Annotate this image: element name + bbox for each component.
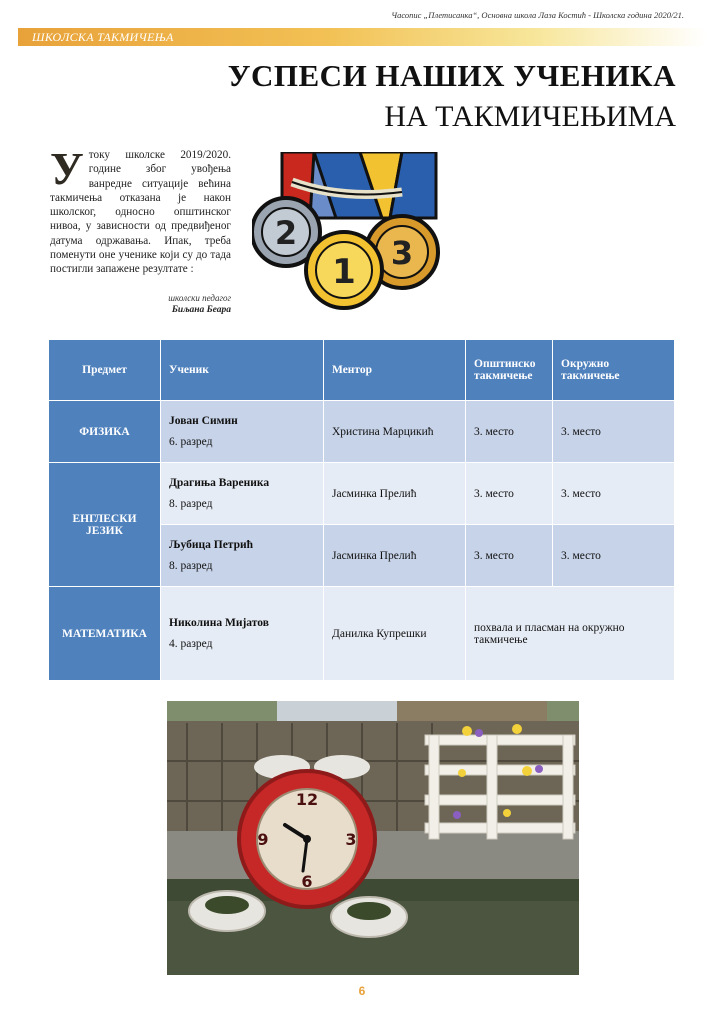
running-header: Часопис „Плетисанка“, Основна школа Лаза Костић - Школска година 2020/21. bbox=[391, 10, 684, 20]
column-header-mentor: Ментор bbox=[324, 340, 466, 401]
student-grade: 6. разред bbox=[169, 436, 213, 448]
student-grade: 4. разред bbox=[169, 638, 213, 650]
district-cell: 3. место bbox=[553, 525, 675, 587]
section-title: ШКОЛСКА ТАКМИЧЕЊА bbox=[32, 30, 174, 44]
table-row bbox=[49, 463, 675, 525]
clock-number-3: 3 bbox=[345, 830, 357, 849]
medals-icon bbox=[252, 152, 442, 312]
column-header-municipal: Општинско такмичење bbox=[466, 340, 553, 401]
results-table bbox=[48, 339, 675, 681]
subject-cell: ЕНГЛЕСКИ ЈЕЗИК bbox=[49, 463, 161, 587]
clock-number-9: 9 bbox=[257, 830, 269, 849]
clock-number-6: 6 bbox=[301, 872, 313, 891]
author-role: школски педагог bbox=[168, 293, 231, 303]
student-name: Драгиња Вареника bbox=[169, 477, 270, 489]
table-header-row bbox=[49, 340, 675, 401]
mentor-cell: Јасминка Прелић bbox=[324, 463, 466, 525]
municipal-cell: 3. место bbox=[466, 401, 553, 463]
author-name: Биљана Беара bbox=[171, 305, 231, 315]
intro-text: току школске 2019/2020. године због увођења ванредне ситуације већина такмичења отказана је након школског, односно општинског нивоа, у зависности од предвиђеног датума одржавања. Ипак, треба поменути оне ученике који су до тада постигли запажене резултате : bbox=[50, 149, 231, 276]
garden-clock-photo bbox=[167, 701, 579, 975]
table-row bbox=[49, 587, 675, 681]
municipal-cell: 3. место bbox=[466, 525, 553, 587]
mentor-cell: Јасминка Прелић bbox=[324, 525, 466, 587]
student-grade: 8. разред bbox=[169, 498, 213, 510]
district-cell: 3. место bbox=[553, 463, 675, 525]
column-header-subject: Предмет bbox=[49, 340, 161, 401]
municipal-cell: 3. место bbox=[466, 463, 553, 525]
mentor-cell: Данилка Купрешки bbox=[324, 587, 466, 681]
student-name: Јован Симин bbox=[169, 415, 238, 427]
intro-paragraph bbox=[50, 143, 231, 277]
student-cell bbox=[161, 587, 324, 681]
page-number: 6 bbox=[358, 984, 366, 998]
district-cell: 3. место bbox=[553, 401, 675, 463]
student-cell bbox=[161, 401, 324, 463]
column-header-district: Окружно такмичење bbox=[553, 340, 675, 401]
medal-number-bronze: 3 bbox=[390, 234, 414, 272]
column-header-student: Ученик bbox=[161, 340, 324, 401]
student-grade: 8. разред bbox=[169, 560, 213, 572]
drop-cap: У bbox=[50, 143, 84, 194]
medal-number-gold: 1 bbox=[332, 252, 356, 292]
subject-cell: МАТЕМАТИКА bbox=[49, 587, 161, 681]
combined-result-cell: похвала и пласман на окружно такмичење bbox=[466, 587, 675, 681]
page-title-line-1: УСПЕСИ НАШИХ УЧЕНИКА bbox=[227, 58, 676, 93]
section-bar bbox=[18, 28, 706, 46]
student-cell bbox=[161, 525, 324, 587]
page-title-line-2: НА ТАКМИЧЕЊИМА bbox=[384, 100, 676, 133]
subject-cell: ФИЗИКА bbox=[49, 401, 161, 463]
student-name: Љубица Петрић bbox=[169, 539, 254, 551]
student-name: Николина Мијатов bbox=[169, 617, 269, 629]
clock-number-12: 12 bbox=[295, 790, 319, 809]
table-row bbox=[49, 401, 675, 463]
mentor-cell: Христина Марцикић bbox=[324, 401, 466, 463]
student-cell bbox=[161, 463, 324, 525]
medal-number-silver: 2 bbox=[274, 214, 298, 252]
